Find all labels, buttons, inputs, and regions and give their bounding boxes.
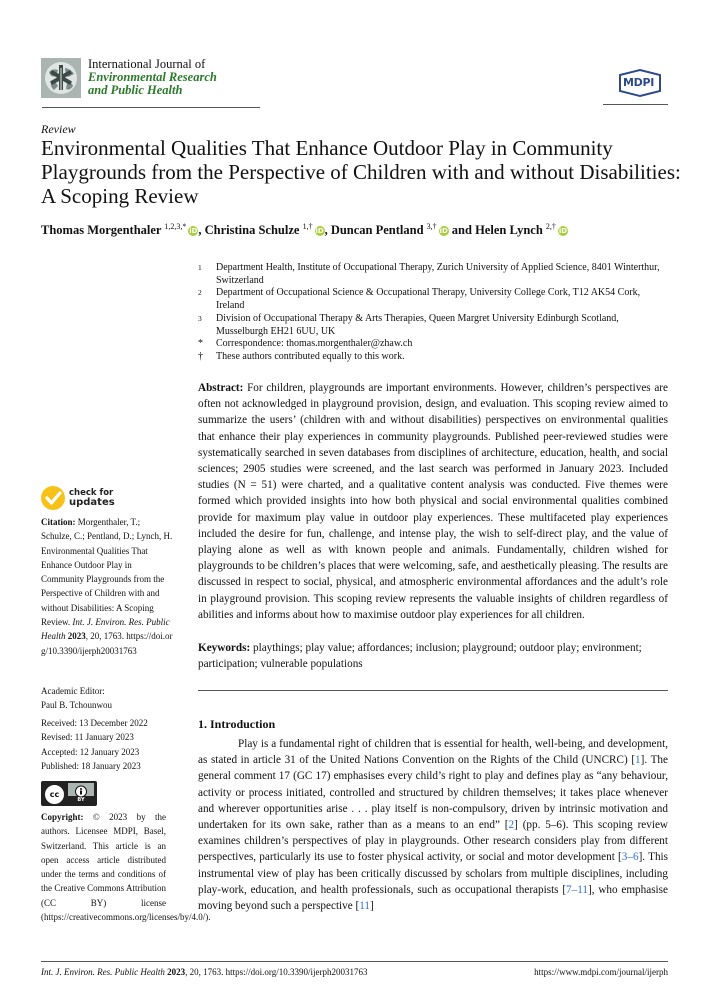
affiliations xyxy=(198,262,668,364)
journal-name-line1: International Journal of xyxy=(88,57,206,71)
author-name: Duncan Pentland xyxy=(330,223,424,238)
mdpi-logo-text: MDPI xyxy=(623,76,655,89)
citation-link[interactable]: 7–11 xyxy=(566,883,589,896)
keywords-label: Keywords: xyxy=(198,642,251,654)
footer-journal-url[interactable]: https://www.mdpi.com/journal/ijerph xyxy=(534,967,668,977)
affiliation-mark: † xyxy=(198,350,203,362)
section-title: 1. Introduction xyxy=(198,717,276,731)
date-item: Published: 18 January 2023 xyxy=(41,760,141,771)
author-affiliation-marks: 1,† xyxy=(302,222,313,231)
copyright-block xyxy=(41,810,211,924)
affiliation-item xyxy=(198,313,668,338)
footer-doi: , 20, 1763. https://doi.org/10.3390/ijerph20031763 xyxy=(185,967,368,977)
citation-label: Citation: xyxy=(41,517,76,527)
footer-journal: Int. J. Environ. Res. Public Health xyxy=(41,967,165,977)
intro-text: ]. This instrumental view of play has been critically discussed by scholars from multiple disciplines, including play-work, education, and health professionals, such as occupational therapists [ xyxy=(198,851,669,896)
affiliation-item xyxy=(198,351,668,364)
affiliation-mark: 3 xyxy=(198,313,202,323)
globe-caduceus-icon xyxy=(41,58,81,98)
affiliation-item xyxy=(198,287,668,312)
affiliation-text: These authors contributed equally to this work. xyxy=(216,350,405,362)
affiliation-item xyxy=(198,338,668,351)
keywords-text: playthings; play value; affordances; inclusion; playground; outdoor play; environment; participation; vulnerable populations xyxy=(198,642,642,671)
author-name: Thomas Morgenthaler xyxy=(41,223,162,238)
author-separator: , xyxy=(324,223,331,238)
affiliation-mark: * xyxy=(198,338,203,350)
checkmark-icon xyxy=(41,486,65,510)
orcid-icon[interactable]: iD xyxy=(558,227,568,236)
author-name: Christina Schulze xyxy=(204,223,300,238)
intro-text: ] xyxy=(370,900,374,913)
citation-text: Morgenthaler, T.; Schulze, C.; Pentland, D.; Lynch, H. Environmental Qualities That Enhance Outdoor Play in Community Playgrounds from the Perspective of Children with and without Disabilities: A Scoping Review. xyxy=(41,517,173,628)
intro-paragraph xyxy=(198,736,668,914)
section-divider xyxy=(198,690,668,691)
citation-link[interactable]: 11 xyxy=(359,900,371,913)
orcid-icon[interactable]: iD xyxy=(189,227,198,236)
affiliation-text: Correspondence: thomas.morgenthaler@zhaw.ch xyxy=(216,338,413,350)
check-for-updates-badge[interactable] xyxy=(41,485,121,511)
copyright-label: Copyright: xyxy=(41,812,84,822)
abstract-label: Abstract: xyxy=(198,382,244,394)
article-title: Environmental Qualities That Enhance Outdoor Play in Community Playgrounds from the Perspective of Children with and without Disabilities: A Scoping Review xyxy=(41,136,681,208)
attribution-icon xyxy=(68,783,94,796)
affiliation-mark: 2 xyxy=(198,288,202,298)
editor-label: Academic Editor: xyxy=(41,686,105,696)
academic-editor xyxy=(41,684,173,713)
intro-text: Play is a fundamental right of children that is essential for health, well-being, and development, as stated in article 31 of the United Nations Convention on the Rights of the Child (UNCRC) [ xyxy=(198,738,668,767)
citation-journal: Int. J. Environ. Res. Public Health xyxy=(41,617,170,642)
cc-icon: cc xyxy=(44,784,65,805)
affiliation-item xyxy=(198,262,668,287)
header-rule-right xyxy=(603,104,668,105)
orcid-icon[interactable]: iD xyxy=(315,227,324,236)
intro-text: ], who emphasise moving beyond such a perspective [ xyxy=(198,883,668,913)
abstract xyxy=(198,380,668,623)
introduction-text xyxy=(198,736,668,914)
abstract-text: For children, playgrounds are important environments. However, children’s perspectives are often not acknowledged in playground provision, design, and evaluation. This scoping review aimed to summarize the users’ (children with and without disabilities) perspectives on environmental qualities that enhance their play experiences in community playgrounds. Published peer-reviewed studies were systematically searched in seven databases from disciplines of architecture, education, health, and social sciences; 2905 studies were screened, and the last search was performed in January 2023. Included studies (N = 51) were charted, and a qualitative content analysis was conducted. Five themes were formed which provided insights into how both physical and social environmental qualities combined provide for maximum play value in outdoor play experiences. These multifaceted play experiences included the desire for fun, challenge, and intense play, the wish to self-direct play, and the value of playing alone as well as with known people and animals. Fundamentally, children wished for playgrounds to be children’s places that were welcoming, safe, and aesthetically pleasing. The results are discussed in respect to social, physical, and atmospheric environmental affordances and the adult’s role in playground provision. This scoping review represents the valuable insights of children regardless of abilities and informs about how to maximise outdoor play experiences for all children. xyxy=(198,382,669,621)
keywords xyxy=(198,640,668,672)
date-item: Accepted: 12 January 2023 xyxy=(41,746,140,757)
editor-name: Paul B. Tchounwou xyxy=(41,700,112,711)
citation-year: 2023 xyxy=(67,631,86,642)
by-label: BY xyxy=(77,797,85,803)
footer-citation xyxy=(41,967,367,977)
author-name: Helen Lynch xyxy=(475,223,543,238)
date-item: Revised: 11 January 2023 xyxy=(41,732,134,743)
citation-link[interactable]: 1 xyxy=(635,754,641,767)
date-item: Received: 13 December 2022 xyxy=(41,718,148,728)
article-type: Review xyxy=(41,122,76,136)
citation-link[interactable]: 2 xyxy=(508,819,515,832)
citation-doi-link[interactable]: https://doi.org/10.3390/ijerph20031763 xyxy=(41,631,173,656)
footer-year: 2023 xyxy=(167,967,186,977)
journal-name-line3: and Public Health xyxy=(88,83,183,97)
check-updates-line1: check for xyxy=(69,488,114,498)
affiliation-text: Department Health, Institute of Occupational Therapy, Zurich University of Applied Science, 8401 Winterthur, Switzerland xyxy=(216,262,660,286)
orcid-icon[interactable]: iD xyxy=(439,227,448,236)
intro-text: ]. The general comment 17 (GC 17) emphasises every child’s right to play and defines play as “any behaviour, activity or process initiated, controlled and structured by children themselves; it takes place whenever and wherever opportunities arise . . . play itself is non-compulsory, driven by intrinsic motivation and undertaken for its own sake, rather than as a means to an end” [ xyxy=(198,754,668,832)
header-rule-left xyxy=(42,107,260,108)
citation-block xyxy=(41,515,173,658)
author-separator: , xyxy=(198,223,205,238)
intro-text: ] (pp. 5–6). This scoping review examines children’s perspectives of play in playgrounds. Other research considers play from different perspectives, particularly its use to foster physical activity, or social and motor development [ xyxy=(198,819,669,864)
citation-volume: , 20, 1763. xyxy=(85,631,124,642)
affiliation-text: Division of Occupational Therapy & Arts Therapies, Queen Margret University Edinburgh Scotland, Musselburgh EH21 6UU, UK xyxy=(216,312,619,337)
journal-logo xyxy=(41,58,81,98)
mdpi-logo xyxy=(614,69,666,97)
citation-link[interactable]: 3–6 xyxy=(621,851,639,864)
article-dates xyxy=(41,716,173,773)
author-separator: and xyxy=(448,223,476,238)
journal-name xyxy=(88,58,217,97)
author-affiliation-marks: 1,2,3,* xyxy=(164,222,187,231)
author-list xyxy=(41,222,568,238)
copyright-text: © 2023 by the authors. Licensee MDPI, Basel, Switzerland. This article is an open access article distributed under the terms and conditions of the Creative Commons Attribution (CC BY) license (https://creativecommons.org/licenses/by/4.0/). xyxy=(41,812,211,923)
footer-rule xyxy=(41,961,668,962)
cc-by-license-badge[interactable] xyxy=(41,781,97,806)
author-affiliation-marks: 2,† xyxy=(545,222,556,231)
author-affiliation-marks: 3,† xyxy=(426,222,437,231)
affiliation-text: Department of Occupational Science & Occupational Therapy, University College Cork, T12 AK54 Cork, Ireland xyxy=(216,287,641,312)
journal-name-line2: Environmental Research xyxy=(88,70,217,84)
check-updates-line2: updates xyxy=(69,497,115,508)
affiliation-mark: 1 xyxy=(198,263,202,272)
